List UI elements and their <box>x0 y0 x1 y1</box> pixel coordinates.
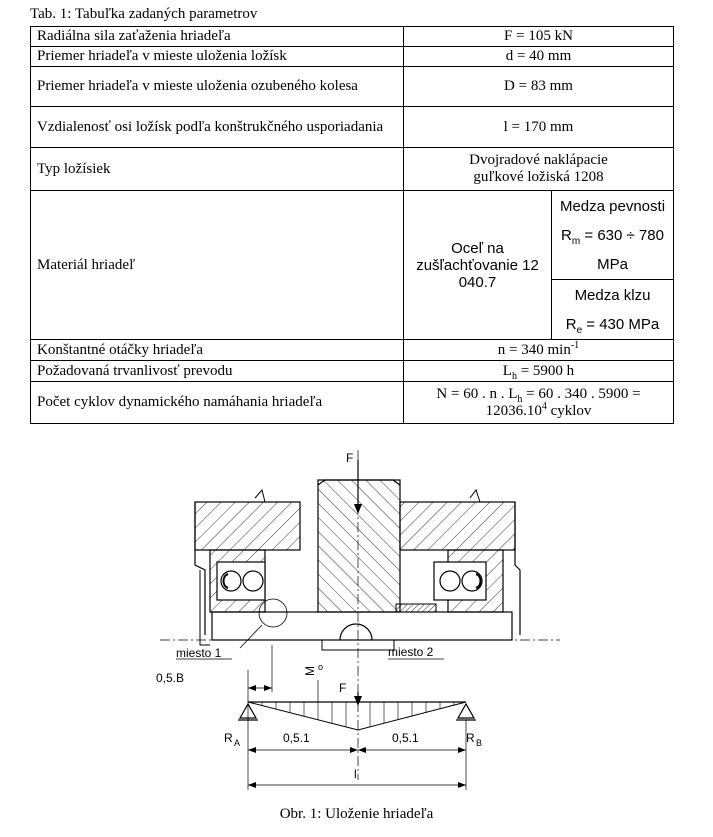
table-row <box>31 67 674 107</box>
support-a <box>224 704 258 748</box>
row-value: n = 340 $\min^{-1}$ <box>404 340 674 361</box>
row-label: Konštantné otáčky hriadeľa <box>31 340 404 361</box>
bearing-ball <box>243 571 263 591</box>
moment-diagram <box>248 702 466 730</box>
bearing-right <box>434 562 486 600</box>
dim-half-b-label: 0,5.B <box>156 671 185 685</box>
svg-text:B: B <box>476 738 483 748</box>
svg-text:R: R <box>224 731 233 745</box>
table-row <box>31 27 674 47</box>
table-row <box>31 361 674 382</box>
table-row <box>31 107 674 148</box>
yield-title: Medza klzu <box>574 286 651 304</box>
table-row <box>31 148 674 191</box>
tensile-unit: MPa <box>597 255 628 273</box>
yield-strength-cell <box>552 280 674 340</box>
table-row <box>31 191 674 280</box>
bearing-left <box>217 562 265 600</box>
row-label: Typ ložísiek <box>31 148 404 191</box>
material-steel: Oceľ na zušľachťovanie 12 040.7 <box>404 191 552 340</box>
row-label: Priemer hriadeľa v mieste uloženia ložísk <box>31 47 404 67</box>
svg-text:M: M <box>303 666 317 676</box>
place1-label: miesto 1 <box>176 646 222 660</box>
row-label: Vzdialenosť osi ložísk podľa konštrukčného usporiadania <box>31 107 404 148</box>
row-label: Počet cyklov dynamického namáhania hriadeľa <box>31 382 404 424</box>
bearing-ball <box>462 571 482 591</box>
parameters-table <box>30 26 674 424</box>
tensile-strength-cell <box>552 191 674 280</box>
dim-left-label: 0,5.1 <box>283 731 310 745</box>
svg-text:o: o <box>318 662 324 672</box>
dim-total <box>248 740 466 790</box>
support-b <box>456 704 482 790</box>
svg-text:A: A <box>234 738 241 748</box>
tensile-value: $R_m = 630 \div 780$ <box>561 226 664 247</box>
row-value: N = 60 . n . $L_h = 60$ . 340 . 5900 = $12036.10^4$ cyklov <box>404 382 674 424</box>
row-label: Materiál hriadeľ <box>31 191 404 340</box>
row-value: $L_h = 5900$ h <box>404 361 674 382</box>
moment-label <box>303 662 323 702</box>
place2-label: miesto 2 <box>388 645 434 659</box>
shaft-bearing-drawing <box>0 440 713 806</box>
table-caption: Tab. 1: Tabuľka zadaných parametrov <box>30 6 258 22</box>
dim-half-l <box>248 731 466 753</box>
detail-circle-1 <box>259 599 287 627</box>
svg-text:R: R <box>466 731 475 745</box>
table-row <box>31 47 674 67</box>
row-label: Požadovaná trvanlivosť prevodu <box>31 361 404 382</box>
row-label: Priemer hriadeľa v mieste uloženia ozubeného kolesa <box>31 67 404 107</box>
tensile-title: Medza pevnosti <box>559 197 666 215</box>
gear-hub <box>318 480 400 612</box>
dim-right-label: 0,5.1 <box>392 731 419 745</box>
row-label: Radiálna sila zaťaženia hriadeľa <box>31 27 404 47</box>
bearing-ball <box>440 571 460 591</box>
table-row <box>31 340 674 361</box>
svg-text:F: F <box>339 681 347 695</box>
row-value: d = 40 mm <box>404 47 674 67</box>
row-value: F = 105 kN <box>404 27 674 47</box>
row-value: Dvojradové naklápacie guľkové ložiská 1208 <box>404 148 674 191</box>
row-value: D = 83 mm <box>404 67 674 107</box>
force-label: F <box>346 451 354 465</box>
figure-caption: Obr. 1: Uloženie hriadeľa <box>279 806 434 822</box>
yield-value: $R_e = 430$ MPa <box>565 315 660 336</box>
dim-total-label: l <box>354 767 357 781</box>
row-value: l = 170 mm <box>404 107 674 148</box>
table-row <box>31 382 674 424</box>
